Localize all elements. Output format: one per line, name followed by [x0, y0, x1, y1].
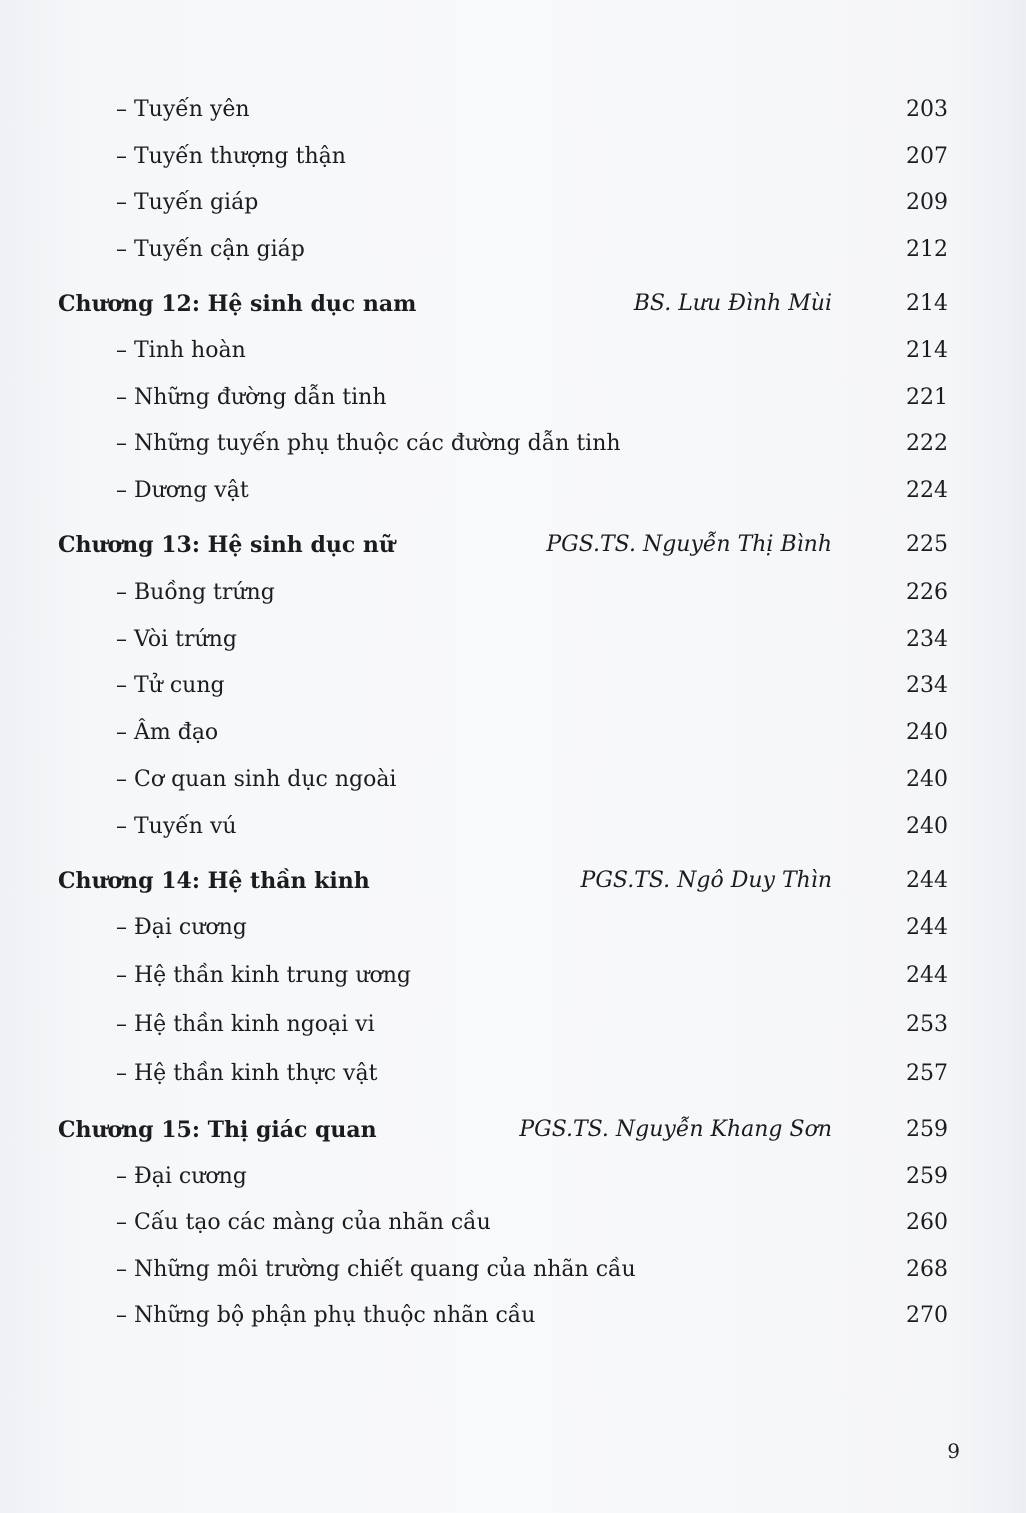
toc-page-number: 214: [906, 338, 948, 363]
toc-item-row: [0, 378, 1026, 418]
toc-item-row: [0, 760, 1026, 800]
section-title: – Hệ thần kinh thực vật: [116, 1061, 378, 1086]
page-number: 9: [947, 1439, 960, 1463]
toc-item-row: [0, 956, 1026, 996]
toc-item-row: [0, 331, 1026, 371]
toc-page-number: 234: [906, 673, 948, 698]
section-title: – Những môi trường chiết quang của nhãn cầu: [116, 1257, 636, 1282]
toc-chapter-row: [0, 861, 1026, 901]
toc-page-number: 268: [906, 1257, 948, 1282]
toc-item-row: [0, 90, 1026, 130]
toc-item-row: [0, 713, 1026, 753]
chapter-author: PGS.TS. Ngô Duy Thìn: [580, 868, 832, 893]
toc-page-number: 244: [906, 868, 948, 893]
toc-page-number: 240: [906, 720, 948, 745]
chapter-title: Chương 15: Thị giác quan: [58, 1117, 377, 1143]
toc-page-number: 203: [906, 97, 948, 122]
toc-page-number: 259: [906, 1164, 948, 1189]
toc-page-number: 259: [906, 1117, 948, 1142]
toc-item-row: [0, 1157, 1026, 1197]
toc-page-number: 270: [906, 1303, 948, 1328]
toc-page-number: 244: [906, 915, 948, 940]
chapter-author: BS. Lưu Đình Mùi: [633, 291, 832, 316]
toc-page-number: 240: [906, 814, 948, 839]
toc-item-row: [0, 666, 1026, 706]
chapter-title: Chương 13: Hệ sinh dục nữ: [58, 532, 395, 558]
toc-page-number: 212: [906, 237, 948, 262]
toc-page-number: 253: [906, 1012, 948, 1037]
section-title: – Đại cương: [116, 1164, 247, 1189]
toc-page-number: 226: [906, 580, 948, 605]
toc-item-row: [0, 807, 1026, 847]
chapter-title: Chương 12: Hệ sinh dục nam: [58, 291, 417, 317]
toc-item-row: [0, 1296, 1026, 1336]
toc-item-row: [0, 230, 1026, 270]
section-title: – Tuyến cận giáp: [116, 237, 305, 262]
section-title: – Tinh hoàn: [116, 338, 246, 363]
toc-page-number: 234: [906, 627, 948, 652]
toc-page-number: 221: [906, 385, 948, 410]
toc-page-number: 222: [906, 431, 948, 456]
toc-item-row: [0, 1005, 1026, 1045]
section-title: – Buồng trứng: [116, 580, 275, 605]
chapter-title: Chương 14: Hệ thần kinh: [58, 868, 370, 894]
section-title: – Đại cương: [116, 915, 247, 940]
toc-item-row: [0, 1054, 1026, 1094]
section-title: – Tuyến yên: [116, 97, 250, 122]
section-title: – Âm đạo: [116, 720, 219, 745]
toc-page-number: 224: [906, 478, 948, 503]
toc-item-row: [0, 620, 1026, 660]
chapter-author: PGS.TS. Nguyễn Thị Bình: [546, 532, 832, 557]
toc-page-number: 207: [906, 144, 948, 169]
section-title: – Cơ quan sinh dục ngoài: [116, 767, 397, 792]
toc-item-row: [0, 1203, 1026, 1243]
section-title: – Những bộ phận phụ thuộc nhãn cầu: [116, 1303, 536, 1328]
toc-chapter-row: [0, 284, 1026, 324]
section-title: – Dương vật: [116, 478, 249, 503]
section-title: – Tuyến vú: [116, 814, 237, 839]
section-title: – Hệ thần kinh ngoại vi: [116, 1012, 375, 1037]
section-title: – Vòi trứng: [116, 627, 237, 652]
section-title: – Hệ thần kinh trung ương: [116, 963, 411, 988]
toc-chapter-row: [0, 1110, 1026, 1150]
section-title: – Cấu tạo các màng của nhãn cầu: [116, 1210, 491, 1235]
section-title: – Tuyến thượng thận: [116, 144, 346, 169]
toc-item-row: [0, 471, 1026, 511]
section-title: – Tuyến giáp: [116, 190, 259, 215]
section-title: – Những đường dẫn tinh: [116, 385, 387, 410]
toc-item-row: [0, 1250, 1026, 1290]
toc-page-number: 209: [906, 190, 948, 215]
toc-page-number: 240: [906, 767, 948, 792]
toc-item-row: [0, 183, 1026, 223]
toc-item-row: [0, 137, 1026, 177]
toc-page-number: 257: [906, 1061, 948, 1086]
section-title: – Những tuyến phụ thuộc các đường dẫn tinh: [116, 431, 621, 456]
toc-page-number: 244: [906, 963, 948, 988]
toc-item-row: [0, 573, 1026, 613]
toc-item-row: [0, 424, 1026, 464]
toc-page-number: 225: [906, 532, 948, 557]
toc-item-row: [0, 908, 1026, 948]
toc-page-number: 214: [906, 291, 948, 316]
toc-page-number: 260: [906, 1210, 948, 1235]
section-title: – Tử cung: [116, 673, 225, 698]
chapter-author: PGS.TS. Nguyễn Khang Sơn: [519, 1117, 832, 1142]
toc-chapter-row: [0, 525, 1026, 565]
